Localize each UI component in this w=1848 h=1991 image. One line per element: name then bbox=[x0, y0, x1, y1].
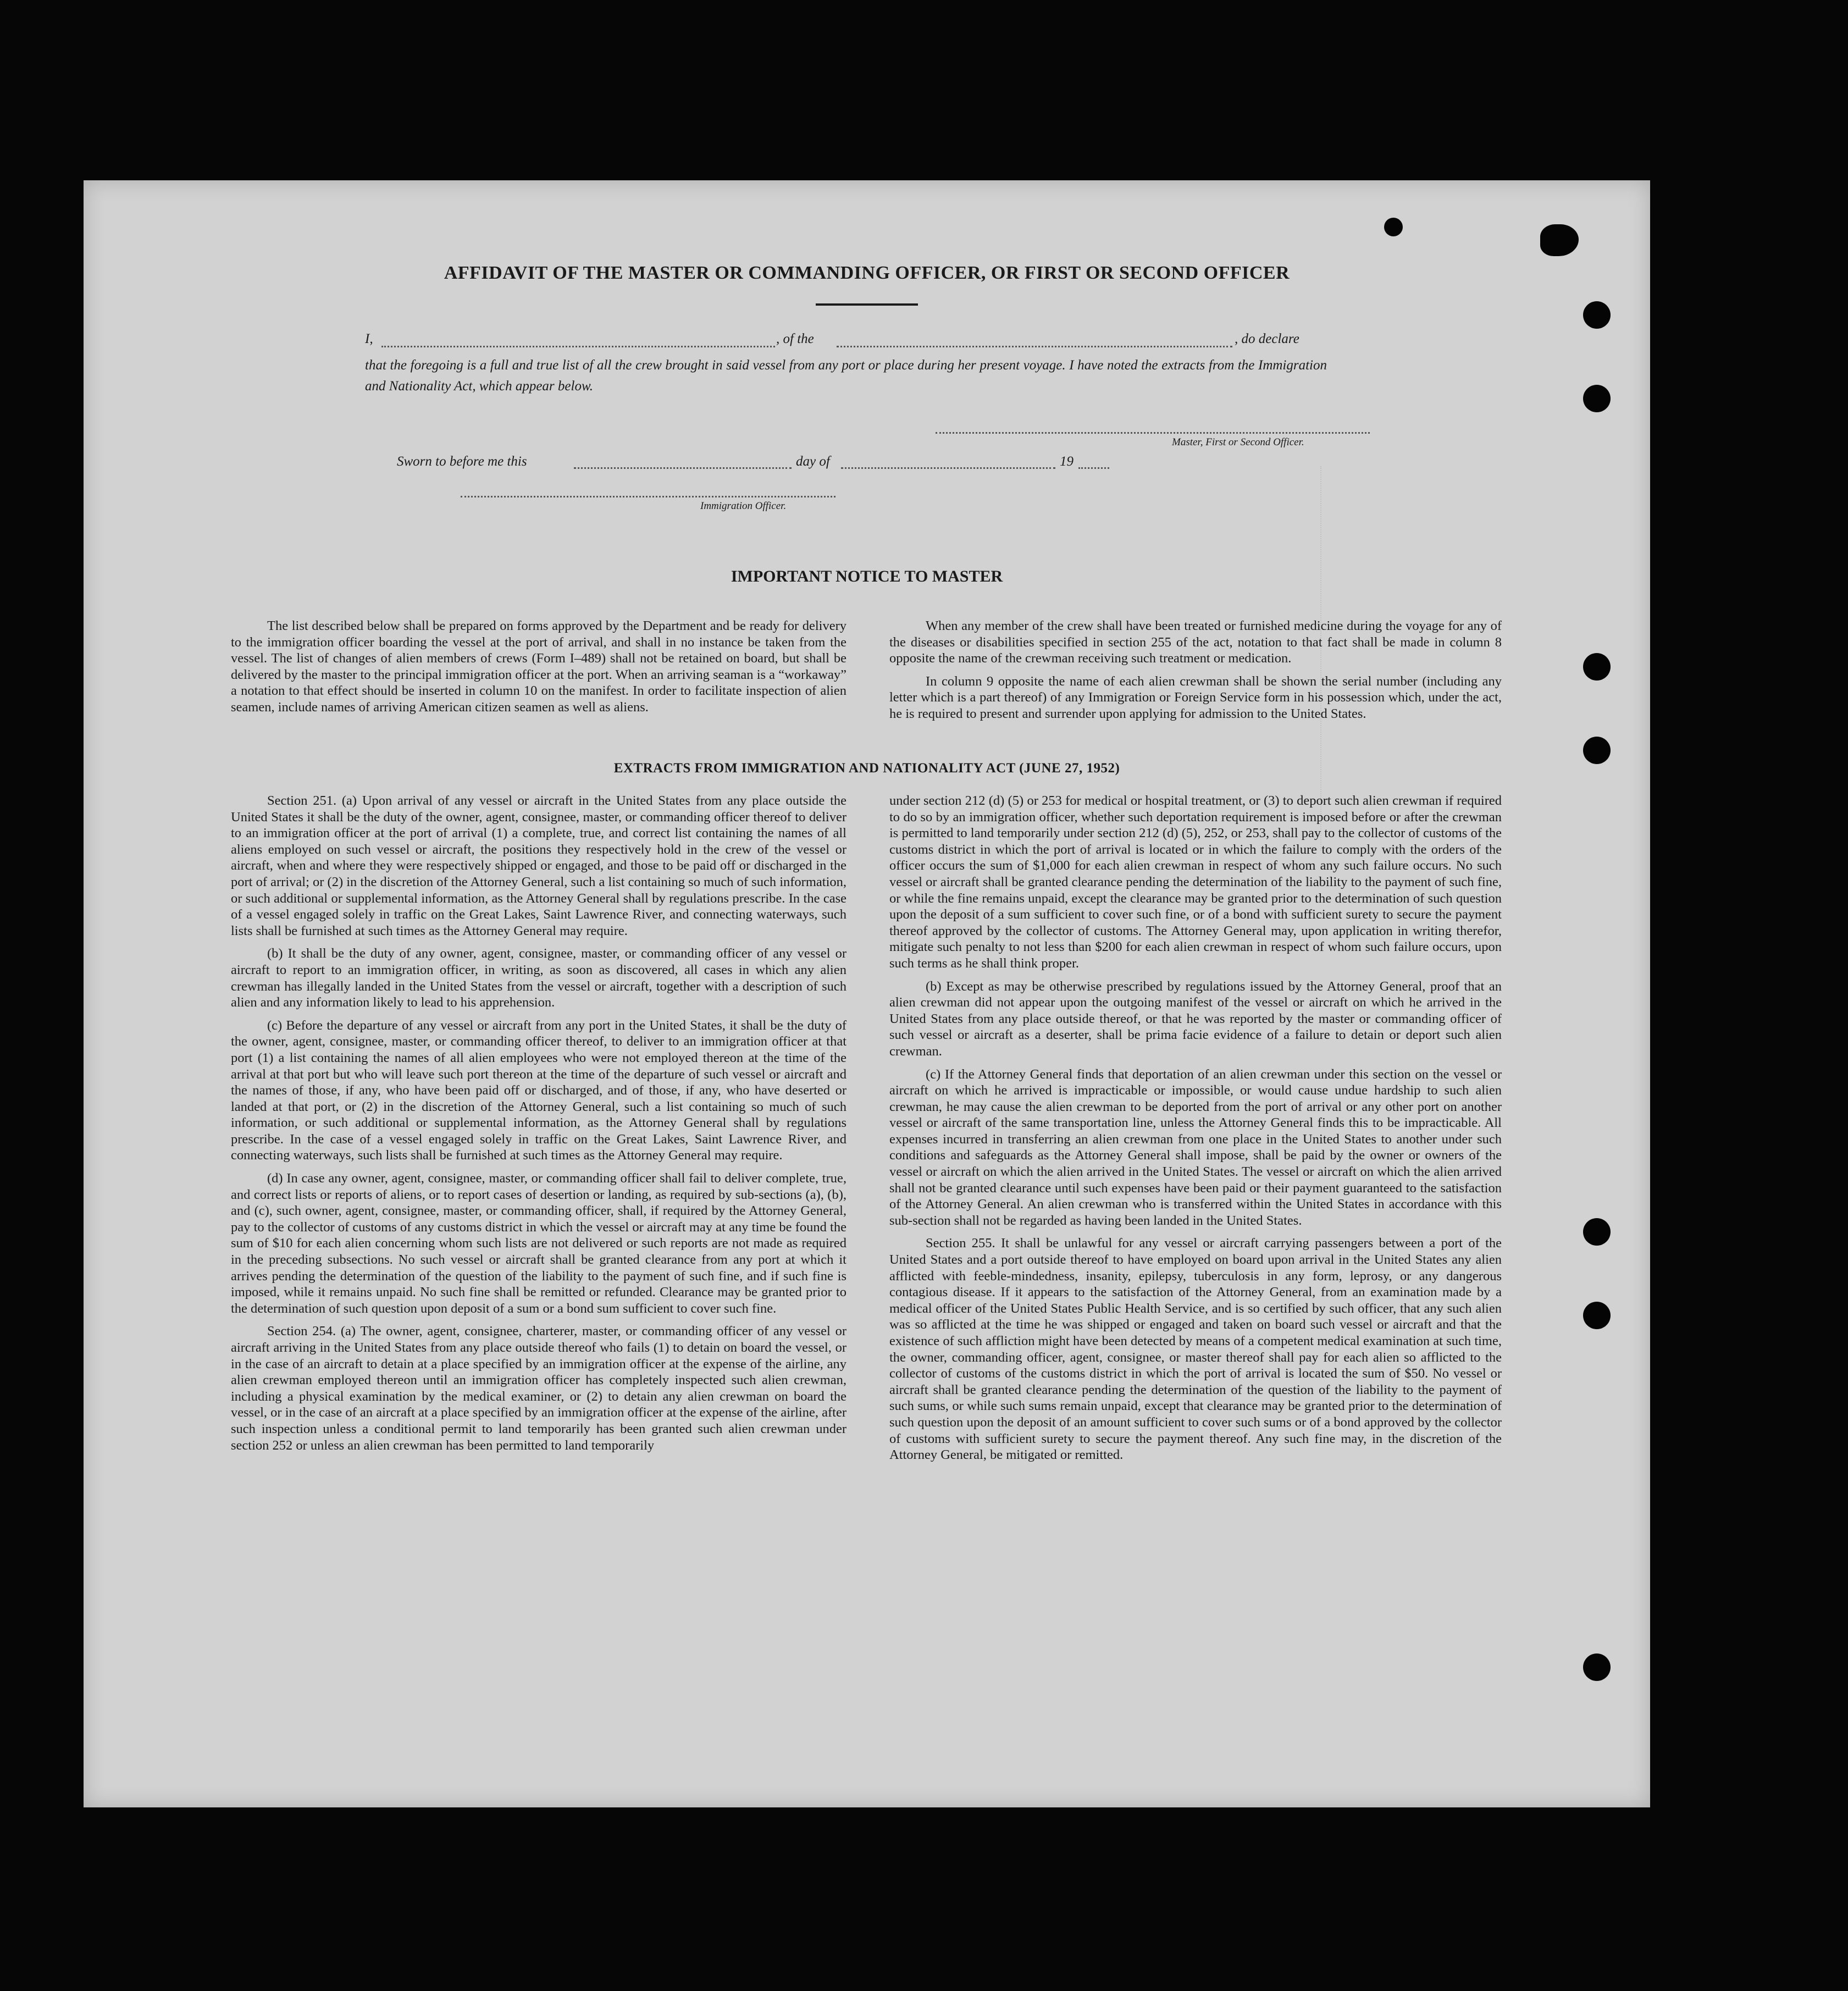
declaration-of-the: , of the bbox=[776, 331, 814, 346]
extract-paragraph: Section 255. It shall be unlawful for any vessel or aircraft carrying passengers between a port of the United States and a port outside thereof to have employed on board upon arrival in the United States any alien afflicted with feeble-mindedness, insanity, epilepsy, tuberculosis in any form, leprosy, or any dangerous contagious disease. If it appears to the satisfaction of the Attorney General, from an examination made by a medical officer of the United States Public Health Service, and is so certified by such officer, that any such alien was so afflicted at the time he was shipped or engaged and taken on board such vessel or aircraft and that the existence of such affliction might have been detected by means of a competent medical examination at such time, the owner, commanding officer, agent, consignee, or master thereof shall pay for each alien so afflicted to the collector of customs of the customs district in which the port of arrival is located the sum of $50. No vessel or aircraft shall be granted clearance pending the determination of the question of the liability to the payment of such sums, or while such sums remain unpaid, except that clearance may be granted prior to the determination of such question upon the deposit of an amount sufficient to cover such sums or of a bond approved by the collector of customs with sufficient surety to secure the payment thereof. Any such fine may, in the discretion of the Attorney General, be mitigated or remitted. bbox=[889, 1236, 1502, 1463]
title-rule bbox=[816, 303, 918, 306]
extract-paragraph: (c) If the Attorney General finds that deportation of an alien crewman under this section on the vessel or aircraft on which he arrived is impracticable or impossible, or would cause undue hardship to such alien crewman, he may cause the alien crewman to be deported from the port of arrival or any other port on another vessel or aircraft of the same transportation line, unless the Attorney General finds this to be impracticable. All expenses incurred in transferring an alien crewman from one place in the United States to another under such conditions and safeguards as the Attorney General shall impose, shall be paid by the owner or owners of the vessel or aircraft on which the alien arrived in the United States. The vessel or aircraft on which the alien arrived shall not be granted clearance until such expenses have been paid or their payment guaranteed to the satisfaction of the Attorney General. An alien crewman who is transferred within the United States in accordance with this sub-section shall not be regarded as having been landed in the United States. bbox=[889, 1066, 1502, 1228]
name-blank bbox=[381, 346, 775, 347]
punch-hole bbox=[1583, 385, 1611, 412]
sworn-year-blank bbox=[1078, 467, 1109, 469]
punch-hole bbox=[1583, 737, 1611, 764]
notice-right-column bbox=[889, 618, 1502, 722]
sworn-line bbox=[397, 454, 1210, 473]
extract-paragraph: under section 212 (d) (5) or 253 for medical or hospital treatment, or (3) to deport such alien crewman if required to do so by an immigration officer, whether such deportation requirement is imposed before or after the crewman is permitted to land temporarily under section 212 (d) (5), 252, or 253, shall pay to the collector of customs of the customs district in which the port of arrival is located or in which the failure to comply with the orders of the officer occurs the sum of $1,000 for each alien crewman in respect of whom any such failure occurs. No such vessel or aircraft shall be granted clearance pending the determination of the liability to the payment of such fine, or while the fine remains unpaid, except the clearance may be granted prior to the determination of such question upon the deposit of a sum sufficient to cover such fine, or of a bond with sufficient surety to secure the payment thereof approved by the collector of customs. The Attorney General may, upon application in writing therefor, mitigate such penalty to not less than $200 for each alien crewman in respect of whom such failure occurs, upon such terms as he shall think proper. bbox=[889, 793, 1502, 971]
extracts-right-column bbox=[889, 793, 1502, 1463]
officer-signature-blank bbox=[461, 496, 836, 497]
declaration-i: I, bbox=[365, 331, 373, 346]
extracts-title: EXTRACTS FROM IMMIGRATION AND NATIONALITY ACT (JUNE 27, 1952) bbox=[613, 761, 1120, 776]
extract-paragraph: (c) Before the departure of any vessel or aircraft from any port in the United States, it shall be the duty of the owner, agent, consignee, master, or commanding officer thereof, to deliver to an immigration officer at that port (1) a list containing the names of all alien employees who were not employed thereon at the time of the arrival at that port but who will leave such port thereon at the time of the departure of such vessel or aircraft and the names of those, if any, who have been paid off or discharged, and of those, if any, who have deserted or landed at that port, or (2) in the discretion of the Attorney General, such a list containing so much of such information, or such additional or supplemental information, as the Attorney General shall by regulations prescribe. In the case of a vessel engaged solely in traffic on the Great Lakes, Saint Lawrence River, and connecting waterways, such lists shall be furnished at such times as the Attorney General may require. bbox=[231, 1017, 846, 1163]
punch-hole bbox=[1583, 1218, 1611, 1246]
notice-left-column bbox=[231, 618, 846, 716]
declaration-text: that the foregoing is a full and true list of all the crew brought in said vessel from any port or place during her present voyage. I have noted the extracts from the Immigration and Nationality Act, which appear below. bbox=[365, 358, 1327, 394]
year-prefix: 19 bbox=[1060, 454, 1074, 469]
punch-hole bbox=[1583, 301, 1611, 329]
signature-blank bbox=[936, 432, 1370, 434]
punch-hole bbox=[1583, 653, 1611, 681]
extract-paragraph: (b) It shall be the duty of any owner, agent, consignee, master, or commanding officer of any vessel or aircraft to report to an immigration officer, in writing, as soon as discovered, all cases in which any alien crewman has illegally landed in the United States from the vessel or aircraft, together with a description of such alien and any information likely to lead to his apprehension. bbox=[231, 946, 846, 1010]
sworn-day-blank bbox=[574, 467, 792, 469]
extract-paragraph: (d) In case any owner, agent, consignee, master, or commanding officer shall fail to deliver complete, true, and correct lists or reports of aliens, or to report cases of desertion or landing, as required by sub-sections (a), (b), and (c), such owner, agent, consignee, master, or commanding officer, shall, if required by the Attorney General, pay to the collector of customs of any customs district in which the vessel or aircraft may at any time be found the sum of $10 for each alien concerning whom such lists are not delivered or such reports are not made as required in the preceding subsections. No such vessel or aircraft shall be granted clearance from any port at which it arrives pending the determination of the question of the liability to the payment of such fine, and if such fine is imposed, while it remains unpaid. No such fine shall be remitted or refunded. Clearance may be granted prior to the determination of such question upon deposit of a sum or a bond sum sufficient to cover such fine. bbox=[231, 1171, 846, 1316]
officer-caption: Immigration Officer. bbox=[700, 500, 787, 512]
notice-paragraph: The list described below shall be prepared on forms approved by the Department and be ready for delivery to the immigration officer boarding the vessel at the port of arrival, and shall in no instance be taken from the vessel. The list of changes of alien members of crews (Form I–489) shall not be retained on board, but shall be delivered by the master to the principal immigration officer at the port. When an arriving seaman is a “workaway” a notation to that effect should be inserted in column 10 on the manifest. In order to facilitate inspection of alien seamen, include names of arriving American citizen seamen as well as aliens. bbox=[231, 618, 846, 715]
ink-blot bbox=[1540, 224, 1579, 256]
sworn-month-blank bbox=[841, 467, 1055, 469]
extract-paragraph: Section 254. (a) The owner, agent, consignee, charterer, master, or commanding officer of any vessel or aircraft arriving in the United States from any place outside thereof who fails (1) to detain on board the vessel, or in the case of an aircraft to detain at a place specified by an immigration officer at the expense of the airline, any alien crewman employed thereon until an immigration officer has completely inspected such alien crewman, including a physical examination by the medical examiner, or (2) to detain any alien crewman on board the vessel, or in the case of an aircraft at a place specified by an immigration officer at the expense of the airline, after such inspection unless a conditional permit to land temporarily has been granted such alien crewman under section 252 or unless an alien crewman has been permitted to land temporarily bbox=[231, 1324, 846, 1453]
notice-paragraph: When any member of the crew shall have been treated or furnished medicine during the voyage for any of the diseases or disabilities specified in section 255 of the act, notation to that fact shall be made in column 8 opposite the name of the crewman receiving such treatment or medication. bbox=[889, 618, 1502, 666]
ink-blot bbox=[1384, 218, 1403, 236]
extract-paragraph: Section 251. (a) Upon arrival of any vessel or aircraft in the United States from any place outside the United States it shall be the duty of the owner, agent, consignee, master, or commanding officer thereof to deliver to an immigration officer at the port of arrival (1) a complete, true, and correct list containing the names of all aliens employed on such vessel or aircraft, the positions they respectively hold in the crew of the vessel or aircraft, when and where they were respectively shipped or engaged, and those to be paid off or discharged in the port of arrival; or (2) in the discretion of the Attorney General, such a list containing so much of such information, or such additional or supplemental information, as the Attorney General shall by regulations prescribe. In the case of a vessel engaged solely in traffic on the Great Lakes, Saint Lawrence River, and connecting waterways, such lists shall be furnished at such times as the Attorney General may require. bbox=[231, 793, 846, 938]
day-of-label: day of bbox=[796, 454, 830, 469]
affidavit-title: AFFIDAVIT OF THE MASTER OR COMMANDING OFFICER, OR FIRST OR SECOND OFFICER bbox=[444, 263, 1290, 283]
vessel-blank bbox=[837, 346, 1232, 347]
notice-title: IMPORTANT NOTICE TO MASTER bbox=[731, 567, 1003, 585]
extracts-left-column bbox=[231, 793, 846, 1453]
document-page bbox=[84, 180, 1650, 1807]
notice-paragraph: In column 9 opposite the name of each alien crewman shall be shown the serial number (including any letter which is a part thereof) of any Immigration or Foreign Service form in his possession which, under the act, he is required to present and surrender upon applying for admission to the United States. bbox=[889, 673, 1502, 721]
sworn-before-label: Sworn to before me this bbox=[397, 454, 527, 469]
declaration-do-declare: , do declare bbox=[1235, 331, 1299, 346]
punch-hole bbox=[1583, 1653, 1611, 1681]
punch-hole bbox=[1583, 1302, 1611, 1329]
extract-paragraph: (b) Except as may be otherwise prescribed by regulations issued by the Attorney General, proof that an alien crewman did not appear upon the outgoing manifest of the vessel or aircraft on which he arrived in the United States from any place outside thereof, or that he was reported by the master or commanding officer of such vessel or aircraft as a deserter, shall be prima facie evidence of a failure to detain or deport such alien crewman. bbox=[889, 978, 1502, 1059]
signature-caption: Master, First or Second Officer. bbox=[1172, 436, 1304, 448]
